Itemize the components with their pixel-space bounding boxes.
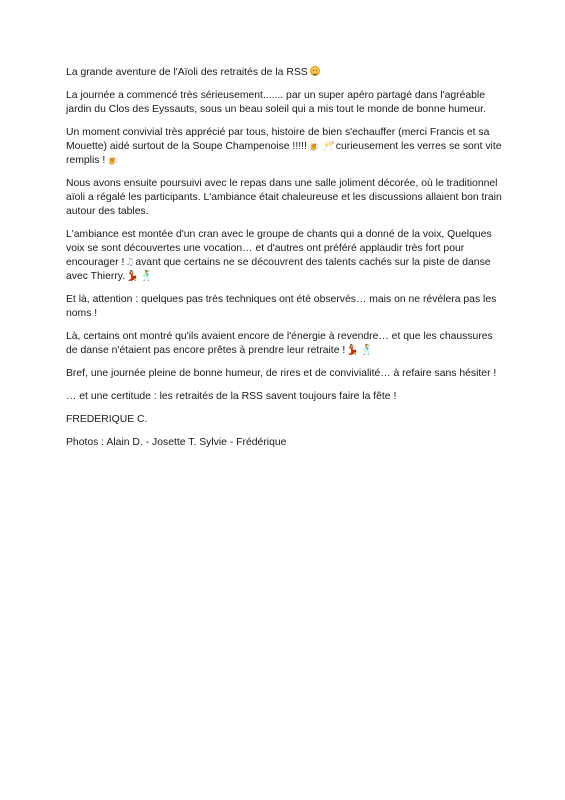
paragraph-convivial-text-2: curieusement les verres se sont vite remplis ! xyxy=(66,141,502,166)
paragraph-certitude: … et une certitude : les retraités de la RSS savent toujours faire la fête ! xyxy=(66,391,397,402)
paragraph-convivial xyxy=(66,126,506,168)
paragraph-convivial-text-1: Un moment convivial très apprécié par tous, histoire de bien s'echauffer (merci Francis et sa Mouette) aidé surtout de la Soupe Champenoise !!!!! xyxy=(66,127,490,152)
paragraph-attention: Et là, attention : quelques pas très techniques ont été observés… mais on ne révélera pas les noms ! xyxy=(66,294,497,319)
photo-credits: Photos : Alain D. - Josette T. Sylvie - Frédérique xyxy=(66,437,287,448)
champagne-glass-icon: 🥂 xyxy=(322,141,335,152)
paragraph-energie-text: Là, certains ont montré qu'ils avaient encore de l'énergie à revendre… et que les chaussures de danse n'étaient pas encore prêtes à prendre leur retraite ! xyxy=(66,331,493,356)
beer-icon: 🍺 xyxy=(307,141,321,152)
woman-dancing-icon: 💃 xyxy=(126,271,139,282)
paragraph-chants-text-1: L'ambiance est montée d'un cran avec le groupe de chants qui a donné de la voix, Quelques voix se sont découvertes une vocation… et d'autres ont préféré applaudir très fort pour encourager ! xyxy=(66,229,492,268)
paragraph-chants xyxy=(66,228,506,284)
paragraph-bref: Bref, une journée pleine de bonne humeur, de rires et de convivialité… à refaire sans hésiter ! xyxy=(66,368,497,379)
document-title xyxy=(66,66,506,80)
man-dancing-icon: 🕺 xyxy=(140,271,153,282)
man-dancing-icon: 🕺 xyxy=(360,345,374,356)
document-page xyxy=(66,66,506,459)
paragraph-energie xyxy=(66,330,506,358)
smiling-face-icon xyxy=(310,66,320,76)
music-notes-icon: ♫ xyxy=(125,257,135,268)
paragraph-chants-text-2: avant que certains ne se découvrent des talents cachés sur la piste de danse avec Thierry. xyxy=(66,257,491,282)
paragraph-apero: La journée a commencé très sérieusement....... par un super apéro partagé dans l'agréable jardin du Clos des Eyssauts, sous un beau soleil qui a mis tout le monde de bonne humeur. xyxy=(66,90,486,115)
beer-icon: 🍺 xyxy=(106,155,119,166)
title-text: La grande aventure de l'Aïoli des retraités de la RSS xyxy=(66,67,308,78)
paragraph-repas: Nous avons ensuite poursuivi avec le repas dans une salle joliment décorée, où le traditionnel aïoli a régalé les participants. L'ambiance était chaleureuse et les discussions allaient bon train autour des tables. xyxy=(66,178,502,217)
signature: FREDERIQUE C. xyxy=(66,414,148,425)
woman-dancing-icon: 💃 xyxy=(346,345,359,356)
